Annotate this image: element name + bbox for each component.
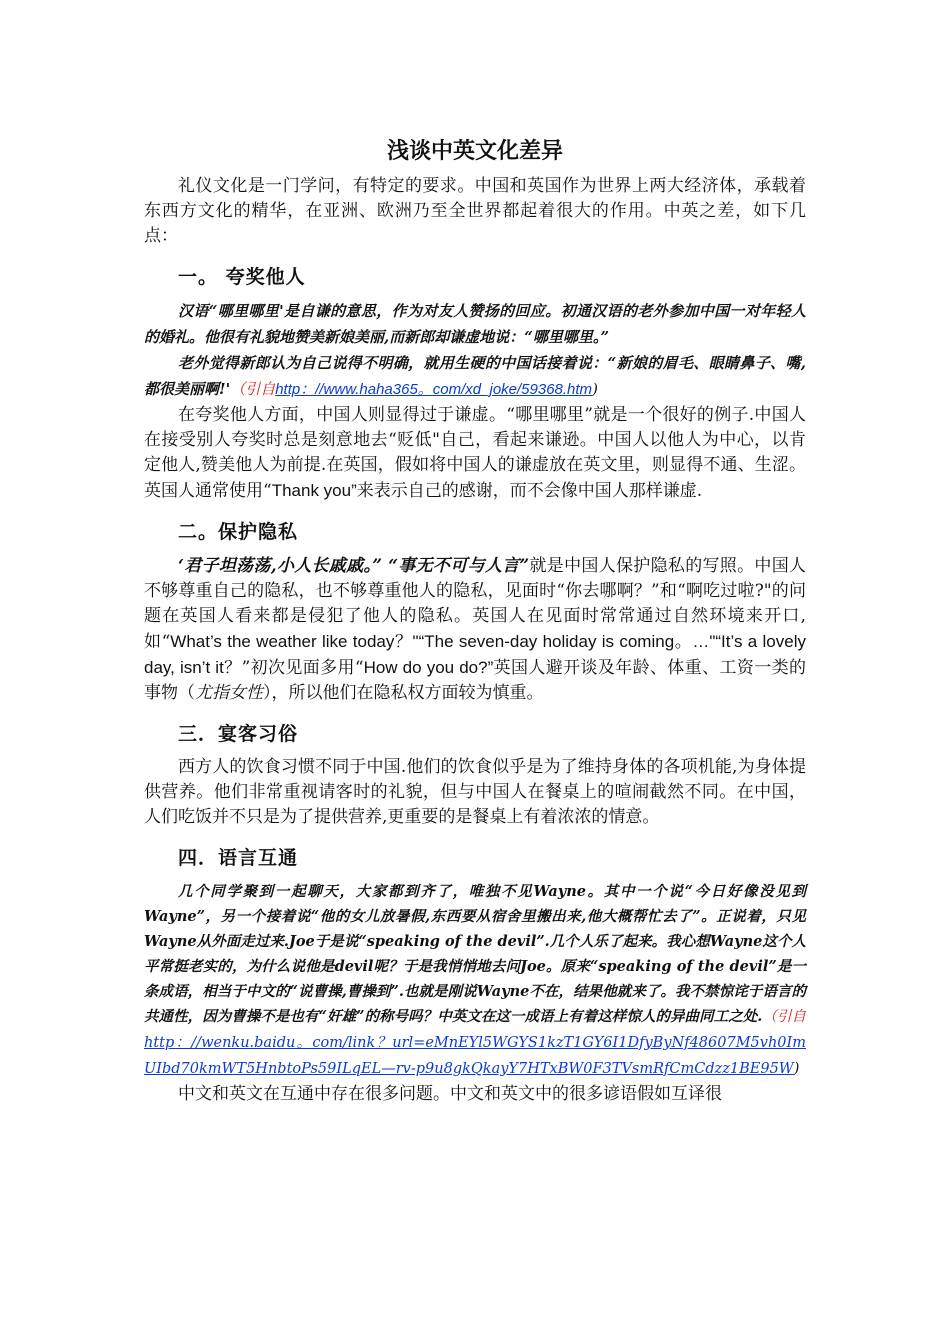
privacy-text-1: 就是中国人保护隐私的写照。中国人不够尊重自己的隐私，也不够尊重他人的隐私，见面时“你去哪啊？”和“啊吃过啦?"的问题在英国人看来都是侵犯了他人的隐私。英国人在见面时常常通过自然环境来开口,如“ [144,556,807,652]
privacy-text-4: ），所以他们在隐私权方面较为慎重。 [263,683,544,703]
quote-language [144,879,806,1082]
section-heading-4: 四．语言互通 [178,847,299,869]
quote-2-text: 老外觉得新郎认为自己说得不明确，就用生硬的中国话接着说：“新娘的眉毛、眼睛鼻子、嘴,都很美丽啊!' [144,354,806,398]
quote-2 [144,350,806,403]
quote-1: 汉语“哪里哪里'是自谦的意思，作为对友人赞扬的回应。初通汉语的老外参加中国一对年轻人的婚礼。他很有礼貌地赞美新娘美丽,而新郎却谦虚地说：“哪里哪里。” [144,302,806,346]
privacy-text-italic: 尤指女性 [195,683,263,703]
paragraph-praise-a: 在夸奖他人方面，中国人则显得过于谦虚。“哪里哪里”就是一个很好的例子.中国人在接受别人夸奖时总是刻意地去“贬低"自己，看起来谦逊。中国人以他人为中心，以肯定他人,赞美他人为前提.在英国，假如将中国人的谦虚放在英文里，则显得不通、生涩。英国人通常使用“ [144,405,806,501]
paragraph-praise-b: Thank you” [271,481,357,500]
quote-language-text: 几个同学聚到一起聊天，大家都到齐了，唯独不见Wayne。其中一个说“今日好像没见到Wayne”，另一个接着说“他的女儿放暑假,东西要从宿舍里搬出来,他大概帮忙去了”。正说着，只见Wayne从外面走过来.Joe于是说“speaking of the devil”.几个人乐了起来。我心想Wayne这个人平常挺老实的，为什么说他是devil呢？于是我悄悄地去问Joe。原来“speaking of the devil”是一条成语，相当于中文的“说曹操,曹操到”.也就是刚说Wayne不在，结果他就来了。我不禁惊诧于语言的共通性，因为曹操不是也有“奸雄”的称号吗？中英文在这一成语上有着这样惊人的异曲同工之处. [144,883,806,1025]
intro-paragraph: 礼仪文化是一门学问，有特定的要求。中国和英国作为世界上两大经济体，承载着东西方文化的精华，在亚洲、欧洲乃至全世界都起着很大的作用。中英之差，如下几点： [144,176,806,246]
section-heading-1: 一。 夸奖他人 [178,266,306,288]
citation-open: （引自 [230,380,276,398]
paragraph-privacy [144,553,806,706]
page-title: 浅谈中英文化差异 [386,139,563,164]
document-body [144,132,806,1107]
citation-close-2: ) [793,1061,800,1077]
privacy-text-2: ”初次见面多用“ [241,658,364,678]
privacy-english-2: How do you do?” [363,658,494,677]
section-heading-3: 三．宴客习俗 [178,723,299,745]
paragraph-praise [144,403,806,504]
paragraph-dining: 西方人的饮食习惯不同于中国.他们的饮食似乎是为了维持身体的各项机能,为身体提供营养。他们非常重视请客时的礼貌，但与中国人在餐桌上的喧闹截然不同。在中国，人们吃饭并不只是为了提供营养,更重要的是餐桌上有着浓浓的情意。 [144,757,806,827]
section-heading-2: 二。保护隐私 [178,521,299,543]
citation-link-2[interactable]: http：//wenku.baidu。com/link？url=eMnEYl5WGYS1kzT1GY6I1DfyByNf48607M5vh0ImUIbd70kmWT5HnbtoPs59ILqEL—rv-p9u8gkQkayY7HTxBW0F3TVsmRfCmCdzz1BE95W [144,1035,806,1077]
citation-open-2: （引自 [762,1009,806,1025]
paragraph-language: 中文和英文在互通中存在很多问题。中文和英文中的很多谚语假如互译很 [178,1084,722,1104]
citation-link-1[interactable]: http：//www.haha365。com/xd_joke/59368.htm [275,381,593,398]
privacy-quote: ‘君子坦荡荡,小人长戚戚。” “事无不可与人言” [178,556,530,576]
privacy-text-3: 英国人避开谈及年龄、体重、工资一类的事物（ [144,658,806,703]
citation-close: ) [592,380,598,398]
paragraph-praise-c: 来表示自己的感谢，而不会像中国人那样谦虚. [356,481,703,501]
privacy-english-1: What’s the weather like today？"“The seven-day holiday is coming。…"“It’s a lovely day, isn’t it？ [144,632,806,677]
